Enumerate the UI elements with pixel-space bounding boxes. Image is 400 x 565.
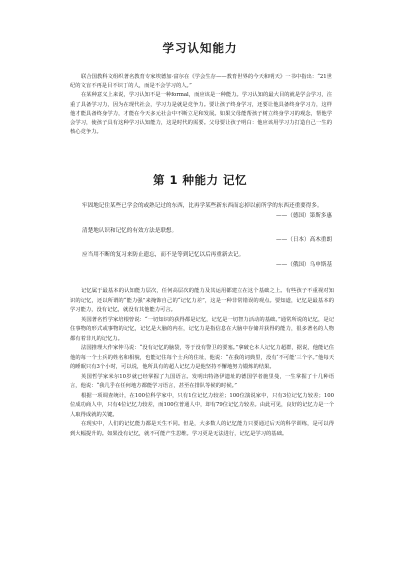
body-paragraph: 在现实中，人们的记忆能力都是天生不同。但是，大多数人的记忆能力只要通过后天的科学训练，是可以得到大幅提升的。如果没有记忆，就不可能产生思维。学习更是无法进行，记忆是学习的基础。 (70, 421, 334, 437)
quote-text: 应当用不断的复习来防止遗忘，而不是等到记忆以后再重新去记。 (82, 252, 245, 259)
intro-paragraph: 在某种意义上来说，学习认知不是一种formal，而应该是一种能力。学习认知的最大目的就是学会学习，注重了具备学习力，因为在现代社会，学习力是就是竞争力。要让孩子终身学习，还要让他具备终身学习力，这样他才能具备终身学力，才能在今天多元社会中不断立足和发展。如果父母能帮孩子树立终身学习的观念，帮他学会学习，使孩子具有这种学习认知能力，这是时代的需要。父母要让孩子明白：他应该用学习力打造自己一生的核心竞争力。 (70, 92, 332, 136)
body-paragraph: 英国哲学家米尔10岁就已经掌握了九国语言。发明出特洛伊遗址的德国学者施里曼，一生掌握了十几种语言，他说：“我几乎在任何地方都能学习语言，甚至在排队等候的时候。” (70, 373, 334, 389)
quote-text: 清楚地认识和记忆的有效方法是联想。 (82, 227, 178, 234)
quote-author: ——（德国）第斯多惠 (276, 212, 332, 219)
quotes-section (82, 202, 332, 276)
body-section (70, 287, 334, 439)
quote-author: ——（日本）高木重朗 (276, 237, 332, 244)
quote-author: ——（俄国）乌申斯基 (276, 261, 332, 268)
body-paragraph: 记忆属于最基本的认知能力层次，任何高层次的能力及其运用都建立在这个基础之上。有些孩子不重视对知识的记忆，还以所谓的“能力强”来掩饰自己的“记忆力差”，这是一种非常错误的观点。要知道，记忆是最基本的学习能力，没有记忆，就没有其他能力可言。 (70, 288, 334, 313)
body-paragraph: 根据一项调查统计，在100位科学家中，只有1位记忆力较差；100位演说家中，只有3位记忆力较差；100位成功商人中，只有4位记忆力较差，而100位普通人中，却有79位记忆力较差。由此可见，良好的记忆力是一个人取得成就的关键。 (70, 392, 334, 418)
quote-text: 牢固地记住某些已学会的或熟记过的东西，比再学某些新东西而忘掉以前所学的东西还重要得多。 (82, 203, 323, 209)
intro-paragraph: 联合国教科文组织著名教育专家埃德加·富尔在《学会生存——教育世界的今天和明天》一书中指出：“21世纪的文盲不再是目不识丁的人，而是不会学习的人。” (70, 74, 332, 90)
intro-section (70, 73, 332, 137)
page-title: 学习认知能力 (162, 41, 238, 55)
body-paragraph: 法国推理大作家仲马说：“没有记忆的脑袋，等于没有警卫的要塞。”拿破仑本人记忆力超群，据说，他能记住他的每一个士兵的姓名和相貌，也能记住每个士兵的住址，他说：“在我的词典里，没有‘不可能’三个字。”他每天的睡眠只有3个小时，可以说，他所具有的超人记忆力是他坚持不懈地努力锻炼的结果。 (70, 345, 334, 370)
section-title: 第 1 种能力 记忆 (152, 173, 247, 187)
body-paragraph: 英国著名哲学家培根曾说：“一切知识的获得都是记忆，记忆是一切智力活动的基础。”通常所说的记忆，是记住事物的形式或事物的记忆，记忆是大脑的内在，记忆力是指信息在大脑中存储并获得的能力，很多著名的人物都有着非凡的记忆力。 (70, 316, 334, 342)
